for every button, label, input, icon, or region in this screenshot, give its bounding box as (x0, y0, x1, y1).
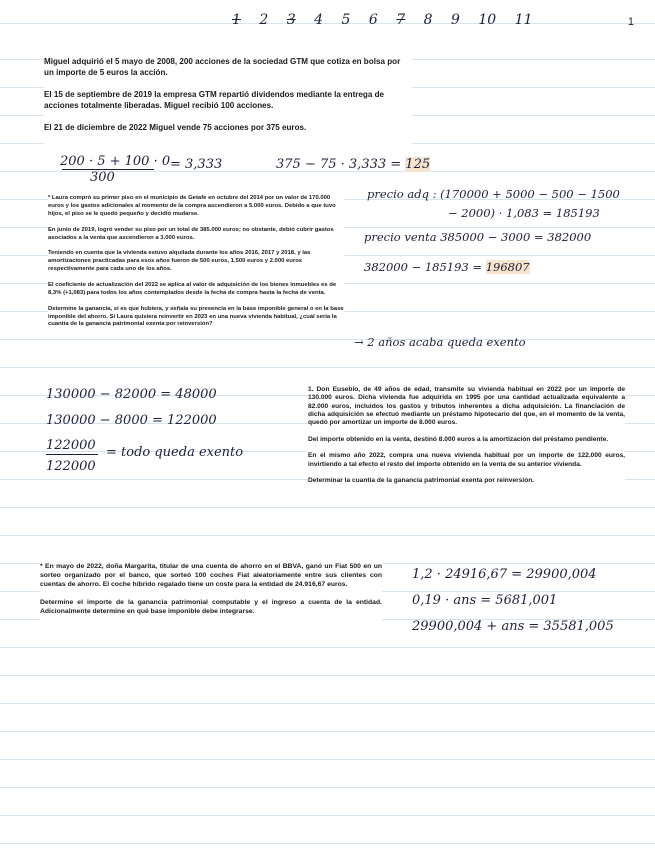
exercise-number: 4 (314, 12, 324, 28)
problem-1-text (44, 56, 412, 144)
problem-4-text (40, 562, 382, 625)
problem-3-text (308, 386, 625, 494)
exercise-number: 8 (423, 12, 433, 28)
exercise-number: 2 (259, 12, 269, 28)
problem-2-work-line: precio venta 385000 − 3000 = 382000 (364, 230, 592, 244)
fraction-denominator: 300 (90, 170, 115, 186)
problem-paragraph: El coeficiente de actualización del 2022 se aplica al valor de adquisición de los bienes inmuebles es de 8,3% (+1,083) para todos los años contemplados desde la fecha de compra hasta la fecha de venta. (48, 281, 337, 296)
problem-paragraph: En el mismo año 2022, compra una nueva vivienda habitual por un importe de 122.000 euros, invirtiendo a tal efecto el resto del importe obtenido en la venta de su anterior vivienda. (308, 452, 625, 468)
problem-2-text (48, 195, 344, 337)
handwritten-formula: 375 − 75 · 3,333 = (276, 157, 402, 172)
problem-paragraph: En junio de 2019, logró vender su piso por un total de 385.000 euros; no obstante, debió cubrir gastos asociados a la venta que ascendieron a 3.000 euros. (48, 226, 334, 241)
exercise-list (232, 14, 532, 27)
problem-paragraph: * En mayo de 2022, doña Margarita, titular de una cuenta de ahorro en el BBVA, ganó un Fiat 500 en un sorteo organizado por el banco, que sorteó 100 coches Fiat aleatoriamente entre sus clientes con cuentas de ahorro. El coche híbrido regalado tiene un coste para la entidad de 24.916,67 euros. (40, 563, 382, 588)
problem-3-fraction-denominator: 122000 (46, 459, 96, 474)
page-number: 1 (627, 16, 634, 28)
problem-3-work-line: 130000 − 8000 = 122000 (46, 413, 217, 428)
highlighted-result: 125 (405, 157, 431, 172)
exercise-number: 3 (286, 12, 296, 28)
problem-paragraph: Determine el importe de la ganancia patrimonial computable y el ingreso a cuenta de la entidad. Adicionalmente determine en qué base imponible debe integrarse. (40, 599, 382, 615)
handwritten-number: 122000 (46, 438, 96, 453)
exercise-number: 9 (451, 12, 460, 28)
exercise-number: 1 (232, 12, 241, 28)
problem-2-work-line: precio adq : (170000 + 5000 − 500 − 1500 (367, 187, 620, 201)
problem-3-work-line: 130000 − 82000 = 48000 (46, 387, 217, 402)
problem-4-work-line: 29900,004 + ans = 35581,005 (412, 619, 614, 634)
problem-2-work-line (364, 261, 530, 274)
fraction-bar (46, 454, 98, 455)
problem-1-result: = 3,333 (170, 157, 223, 172)
problem-3-fraction-numerator (46, 439, 96, 452)
problem-4-work-line: 0,19 · ans = 5681,001 (412, 593, 558, 608)
problem-paragraph: Determinar la cuantía de la ganancia patrimonial exenta por reinversión. (308, 477, 535, 485)
problem-paragraph: Del importe obtenido en la venta, destinó 8.000 euros a la amortización del préstamo pendiente. (308, 435, 609, 443)
exercise-number: 6 (368, 12, 378, 28)
problem-2-conclusion: → 2 años acaba queda exento (354, 335, 526, 349)
problem-paragraph: * Laura compró su primer piso en el municipio de Getafe en octubre del 2014 por un valor de 170.000 euros y los gastos adicionales al momento de la compra ascendieron a 5.000 euros. Debido a que tuvo hijos, el piso se le quedó pequeño y decidió mudarse. (48, 195, 336, 217)
problem-paragraph: Teniendo en cuenta que la vivienda estuvo alquilada durante los años 2016, 2017 y 2018, y las amortizaciones practicadas para esos años fueron de 500 euros, 1.500 euros y 2.000 euros respectivamente para cada uno de los años. (48, 250, 311, 273)
problem-1-fraction (60, 154, 170, 185)
problem-4-work-line: 1,2 · 24916,67 = 29900,004 (412, 567, 597, 582)
exercise-number: 10 (478, 12, 497, 28)
problem-paragraph: El 15 de septiembre de 2019 la empresa GTM repartió dividendos mediante la entrega de acciones totalmente liberadas. Miguel recibió 100 acciones. (44, 90, 385, 110)
problem-paragraph: Determine la ganancia, si es que hubiera, y señala su presencia en la base imponible general o en la base imponible del ahorro. Si Laura quisiera reinvertir en 2023 en una nueva vivienda habitual, ¿cuál sería la cuantía de la ganancia patrimonial exenta por reinversión? (48, 305, 344, 328)
highlighted-result: 196807 (485, 260, 530, 274)
problem-paragraph: Miguel adquirió el 5 mayo de 2008, 200 acciones de la sociedad GTM que cotiza en bolsa por un importe de 5 euros la acción. (44, 57, 401, 77)
problem-2-work-line: − 2000) · 1,083 = 185193 (448, 206, 600, 220)
exercise-number: 11 (514, 12, 533, 28)
handwritten-formula: 382000 − 185193 = (364, 260, 483, 274)
exercise-number: 7 (396, 12, 406, 28)
exercise-number: 5 (341, 12, 351, 28)
problem-3-conclusion: = todo queda exento (106, 445, 244, 460)
problem-1-work-line (276, 158, 430, 171)
problem-paragraph: El 21 de diciembre de 2022 Miguel vende 75 acciones por 375 euros. (44, 123, 307, 132)
fraction-numerator: 200 · 5 + 100 · 0 (60, 154, 171, 169)
problem-paragraph: 1. Don Eusebio, de 49 años de edad, transmite su vivienda habitual en 2022 por un importe de 130.000 euros. Dicha vivienda fue adquirida en 1995 por una cantidad actualizada equivalente a 82.000 euros, incluidos los gastos y tributos inherentes a dicha adquisición. La financiación de dicha adquisición se efectuó mediante un préstamo hipotecario del que, en el momento de la venta, quedó por amortizar un importe de 8.000 euros. (308, 386, 625, 427)
